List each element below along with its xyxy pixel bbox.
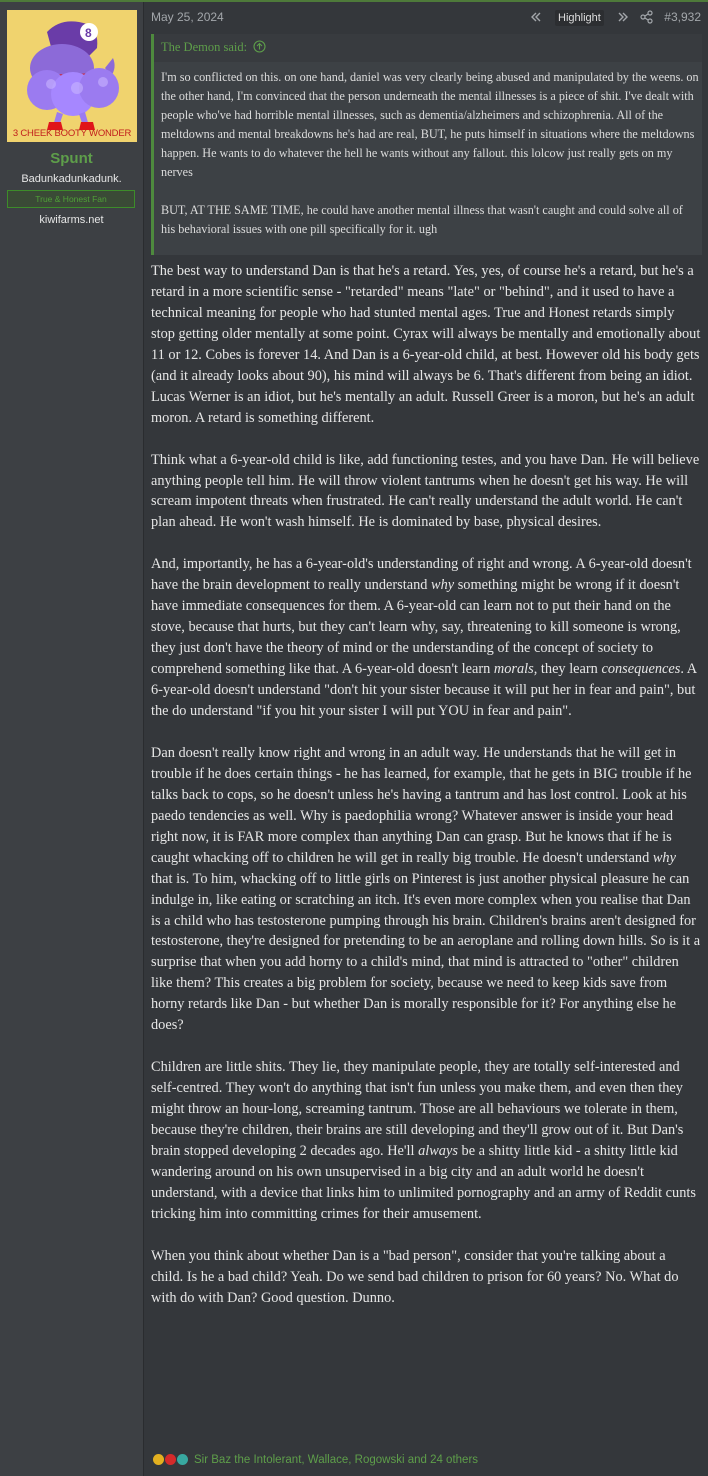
avatar[interactable] bbox=[7, 10, 137, 142]
post-paragraph: Children are little shits. They lie, they manipulate people, they are totally self-interested and self-centred. They won't do anything that isn't fun unless you make them, and even then they might throw an hour-long, screaming tantrum. Those are all behaviours we tolerate in them, because they're children, their brains are still developing and they'll grow out of it. But Dan's brain stopped developing 2 decades ago. He'll always be a shitty little kid - a shitty little kid wandering around on his own unsupervised in a big city and an adult world he doesn't understand, with a device that links him to unlimited pornography and an army of Reddit cunts tricking him into committing crimes for their amusement. bbox=[151, 1059, 696, 1222]
post-paragraph: The best way to understand Dan is that he's a retard. Yes, yes, of course he's a retard, but he's a retard in a more scientific sense - "retarded" means "late" or "behind", and it used to have a technical meaning for people who had stunted mental ages. True and Honest retards simply stop getting older mentally at some point. Cyrax will always be mentally and emotionally about 11 or 12. Cobes is forever 14. And Dan is a 6-year-old child, at best. However old his body gets (and it already looks about 90), his mind will always be 6. That's different from being an idiot. Lucas Werner is an idiot, but he's mentally an adult. Russell Greer is a moron, but he's an adult moron. A retard is something different. bbox=[151, 263, 701, 426]
quote-title bbox=[154, 34, 702, 62]
previous-highlight-icon[interactable] bbox=[529, 10, 543, 28]
post-body bbox=[151, 261, 701, 1330]
reaction-icon-3 bbox=[177, 1454, 188, 1465]
message-header bbox=[151, 10, 701, 26]
share-icon[interactable] bbox=[640, 10, 654, 28]
post-date-link[interactable]: May 25, 2024 bbox=[151, 10, 224, 24]
reaction-icon-1 bbox=[153, 1454, 164, 1465]
post-number-link[interactable]: #3,932 bbox=[664, 10, 701, 24]
user-banner: True & Honest Fan bbox=[7, 190, 135, 208]
quote-text: I'm so conflicted on this. on one hand, daniel was very clearly being abused and manipulated by the weens. on the other hand, I'm convinced that the person underneath the mental illnesses is a piece of shit. I've dealt with people who've had horrible mental illnesses, such as dementia/alzheimers and schizophrenia. All of the meltdowns and mental breakdowns he's had are real, BUT, he puts himself in situations where the meltdowns happen. He wants to do whatever the hell he wants without any fallout. this lolcow just really gets on my nerves BUT, AT THE SAME TIME, he could have another mental illness that wasn't caught and could solve all of his behavioral issues with one pill specifically for it. ugh bbox=[161, 70, 699, 236]
reaction-icon-2 bbox=[165, 1454, 176, 1465]
svg-text:8: 8 bbox=[85, 26, 92, 40]
reactions-bar[interactable] bbox=[151, 1452, 691, 1468]
post-paragraph: Dan doesn't really know right and wrong in an adult way. He understands that he will get in trouble if he does certain things - he has learned, for example, that he gets in BIG trouble if he talks back to cops, so he doesn't unless he's having a tantrum and has lost control. Look at his paedo tendencies as well. Why is paedophilia wrong? Whatever answer is inside your head right now, it is FAR more complex than anything Dan can grasp. But he knows that if he is caught whacking off to children he will get in really big trouble. He doesn't understand why that is. To him, whacking off to little girls on Pinterest is just another physical pleasure he can indulge in, like eating or scratching an itch. It's even more complex when you realise that Dan is a child who has testosterone pumping through his brain. Children's brains aren't designed for testosterone, they're designed for pretending to be an aeroplane and rolling down hills. So is it a surprise that when you add horny to a child's mind, that mind is attracted to "other" children like them? This creates a big problem for society, because we need to keep kids save from horny retards like Dan - but whether Dan is morally responsible for it? For anything else he does? bbox=[151, 744, 701, 1034]
next-highlight-icon[interactable] bbox=[616, 10, 630, 28]
username-link[interactable]: Spunt bbox=[50, 150, 93, 167]
post-paragraph: When you think about whether Dan is a "bad person", consider that you're talking about a child. Is he a bad child? Yeah. Do we send bad children to prison for 60 years? No. What do with do with Dan? Good question. Dunno. bbox=[151, 1247, 679, 1306]
go-to-quote-icon[interactable] bbox=[253, 40, 266, 57]
quote-author-link[interactable]: The Demon said: bbox=[161, 40, 248, 54]
highlight-button[interactable]: Highlight bbox=[555, 10, 604, 26]
post-paragraph: Think what a 6-year-old child is like, add functioning testes, and you have Dan. He will believe anything people tell him. He will throw violent tantrums when he doesn't get his way. He will scream impotent threats when frustrated. He can't really understand the adult world. He can't plan ahead. He won't wash himself. He is dominated by base, physical desires. bbox=[151, 451, 700, 531]
user-sidebar bbox=[0, 2, 144, 1476]
avatar-cartoon-icon bbox=[7, 10, 137, 142]
quote-block bbox=[151, 34, 702, 255]
user-site: kiwifarms.net bbox=[39, 214, 104, 226]
user-title: Badunkadunkadunk. bbox=[21, 173, 122, 185]
avatar-caption: 3 CHEEK BOOTY WONDER bbox=[12, 128, 132, 139]
reactions-users-link[interactable]: Sir Baz the Intolerant, Wallace, Rogowski and 24 others bbox=[194, 1454, 479, 1466]
post-paragraph: And, importantly, he has a 6-year-old's understanding of right and wrong. A 6-year-old doesn't have the brain development to really understand why something might be wrong if it doesn't have immediate consequences for them. A 6-year-old can learn not to put their hand on the stove, because that hurts, but they can't learn why, say, threatening to kill someone is wrong, they just don't have the theory of mind or the understanding of the concept of society to comprehend something like that. A 6-year-old doesn't learn morals, they learn consequences. A 6-year-old doesn't understand "don't hit your sister because it will put her in fear and pain", but the do understand "if you hit your sister I will put YOU in fear and pain". bbox=[151, 556, 697, 719]
